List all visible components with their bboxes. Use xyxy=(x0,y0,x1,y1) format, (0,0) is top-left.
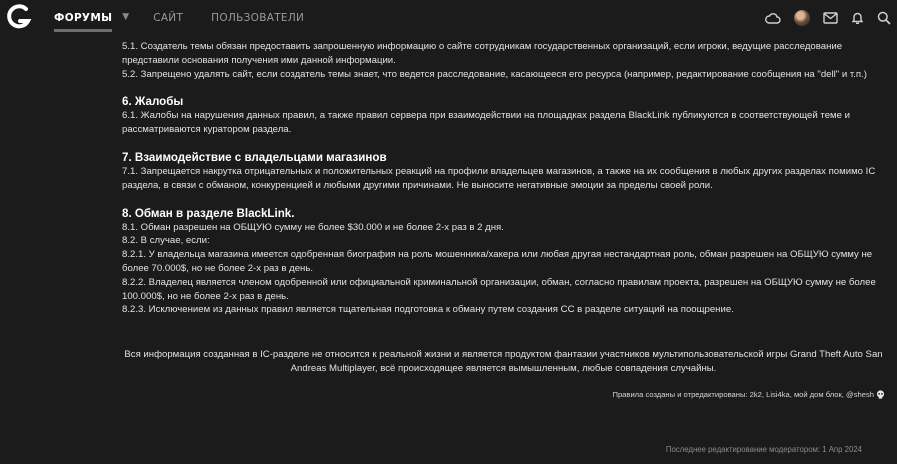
rule-7-1-cont: раздела, в связи с обманом, конкуренцией и любыми другими причинами. Не выносите негативные эмоции за пределы своей роли. xyxy=(122,179,713,191)
rule-8-2-2: 8.2.2. Владелец является членом одобренной или официальной криминальной организации, обман, согласно правилам проекта, разрешен на ОБЩУЮ сумму не более xyxy=(122,276,876,288)
rule-8-2-3: 8.2.3. Исключением из данных правил является тщательная подготовка к обману путем создания СС в разделе ситуаций на поощрение. xyxy=(122,304,734,316)
nav-site[interactable]: САЙТ xyxy=(153,12,184,24)
credits-text: Правила созданы и отредактированы: 2k2, Lisi4ka, мой дом блок, @shesh xyxy=(612,390,874,399)
rule-8-2: 8.2. В случае, если: xyxy=(122,235,210,247)
rule-8-1: 8.1. Обман разрешен на ОБЩУЮ сумму не более $30.000 и не более 2-х раз в 2 дня. xyxy=(122,221,504,233)
main-nav xyxy=(54,0,304,36)
section-heading-8: 8. Обман в разделе BlackLink. xyxy=(122,206,295,220)
post-content xyxy=(122,40,888,317)
disclaimer-notice xyxy=(116,348,891,376)
nav-users[interactable]: ПОЛЬЗОВАТЕЛИ xyxy=(211,12,305,24)
section-heading-7: 7. Взаимодействие с владельцами магазинов xyxy=(122,150,387,164)
rule-6-1-cont: рассматриваются куратором раздела. xyxy=(122,124,292,136)
disclaimer-line-2: Andreas Multiplayer, всё происходящее является вымышленным, любые совпадения случайны. xyxy=(290,363,717,374)
rule-5-1: 5.1. Создатель темы обязан предоставить запрошенную информацию о сайте сотрудникам государственных организаций, если игроки, ведущие расследование xyxy=(122,41,843,52)
mail-icon[interactable] xyxy=(823,12,838,24)
last-edited-note: Последнее редактирование модератором: 1 Апр 2024 xyxy=(665,445,862,454)
header-icons xyxy=(765,0,891,36)
nav-forums[interactable]: ФОРУМЫ xyxy=(54,0,112,36)
section-heading-6: 6. Жалобы xyxy=(122,95,184,109)
bell-icon[interactable] xyxy=(851,11,864,25)
rule-5-1-cont: представили основания получения ими данной информации. xyxy=(122,54,396,66)
top-navigation-bar xyxy=(0,0,897,36)
site-logo-icon[interactable] xyxy=(4,2,34,32)
rule-8-2-2-cont: 100.000$, но не более 2-х раз в день. xyxy=(122,290,289,302)
search-icon[interactable] xyxy=(877,11,891,25)
disclaimer-line-1: Вся информация созданная в IC-разделе не относится к реальной жизни и является продуктом фантазии участников мультипользовательской игры Grand Theft Auto San xyxy=(124,349,883,360)
rule-7-1: 7.1. Запрещается накрутка отрицательных и положительных реакций на профили владельцев магазинов, а также на их сообщения в любых других разделах помимо IC xyxy=(122,165,876,177)
rule-8-2-1: 8.2.1. У владельца магазина имеется одобренная биография на роль мошенника/хакера или любая другая нестандартная роль, обман разрешен на ОБЩУЮ сумму не xyxy=(122,249,873,261)
rule-6-1: 6.1. Жалобы на нарушения данных правил, а также правил сервера при взаимодействии на площадках раздела BlackLink публикуются в соответствующей теме и xyxy=(122,110,850,122)
avatar[interactable] xyxy=(794,10,810,26)
credits-line xyxy=(613,390,886,399)
skull-icon xyxy=(876,390,885,399)
rule-5-2: 5.2. Запрещено удалять сайт, если создатель темы знает, что ведется расследование, касающееся его ресурса (например, редактирование сообщения на "dell" и т.п.) xyxy=(122,68,867,80)
cloud-icon[interactable] xyxy=(765,12,781,24)
rule-8-2-1-cont: более 70.000$, но не более 2-х раз в день. xyxy=(122,262,313,274)
chevron-down-icon[interactable]: ▼ xyxy=(122,12,130,22)
